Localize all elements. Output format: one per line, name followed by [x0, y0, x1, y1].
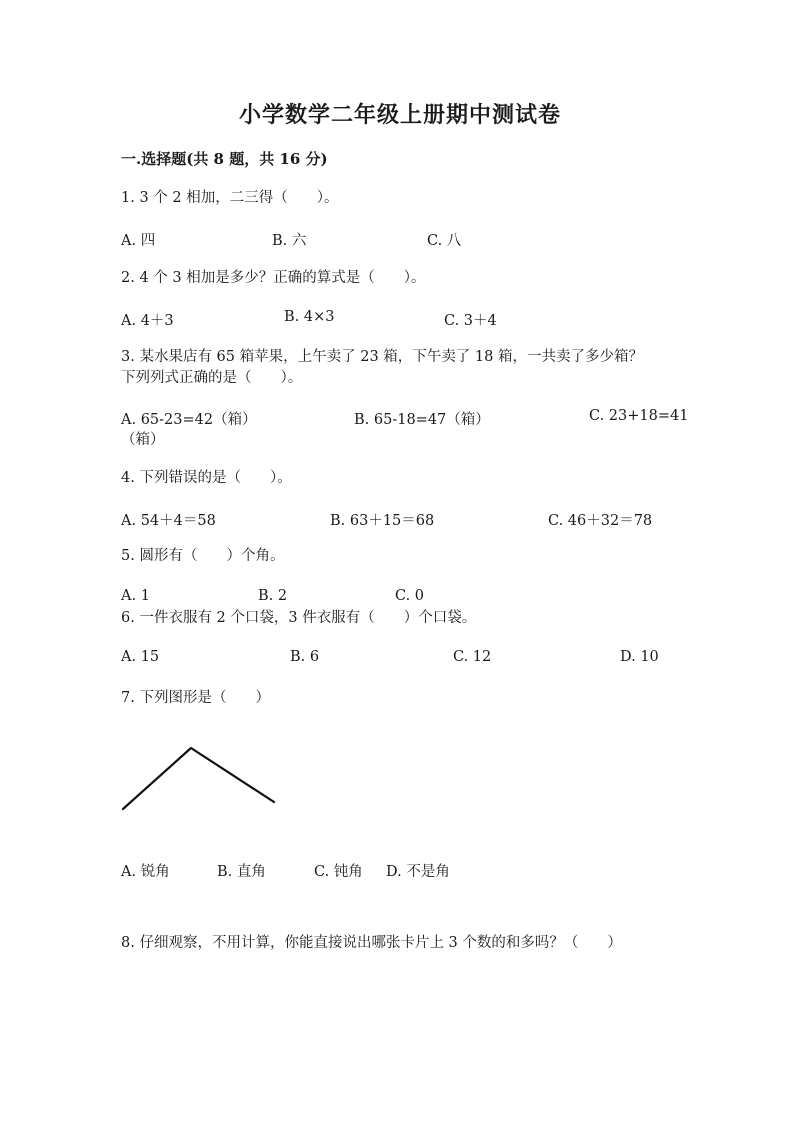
section-heading: 一.选择题(共 8 题，共 16 分) [121, 150, 328, 168]
q3-option-a[interactable]: A. 65-23=42（箱） [121, 412, 257, 428]
q7-option-a[interactable]: A. 锐角 [121, 864, 170, 880]
page-title: 小学数学二年级上册期中测试卷 [238, 102, 561, 128]
question-1: 1. 3 个 2 相加，二三得（ ）。 [121, 190, 339, 206]
question-3-line-2: 下列列式正确的是（ ）。 [121, 370, 303, 386]
q5-option-a[interactable]: A. 1 [121, 588, 150, 604]
q2-option-a[interactable]: A. 4＋3 [121, 313, 174, 329]
q3-option-c-wrap: （箱） [121, 432, 165, 448]
q5-option-c[interactable]: C. 0 [395, 588, 425, 604]
q7-option-d[interactable]: D. 不是角 [386, 864, 450, 880]
question-5: 5. 圆形有（ ）个角。 [121, 548, 285, 564]
q1-option-c[interactable]: C. 八 [427, 233, 462, 249]
q2-option-c[interactable]: C. 3＋4 [444, 313, 497, 329]
question-6: 6. 一件衣服有 2 个口袋，3 件衣服有（ ）个口袋。 [121, 610, 477, 626]
q3-option-c[interactable]: C. 23+18=41 [589, 408, 689, 424]
angle-figure [118, 740, 280, 816]
question-4: 4. 下列错误的是（ ）。 [121, 470, 292, 486]
q4-option-c[interactable]: C. 46＋32＝78 [548, 513, 653, 529]
question-7: 7. 下列图形是（ ） [121, 690, 270, 706]
q7-option-b[interactable]: B. 直角 [217, 864, 266, 880]
question-8: 8. 仔细观察，不用计算，你能直接说出哪张卡片上 3 个数的和多吗？（ ） [121, 935, 622, 951]
q1-option-b[interactable]: B. 六 [272, 233, 307, 249]
q2-option-b[interactable]: B. 4×3 [284, 309, 335, 325]
q5-option-b[interactable]: B. 2 [258, 588, 288, 604]
q4-option-a[interactable]: A. 54＋4＝58 [121, 513, 216, 529]
q6-option-c[interactable]: C. 12 [453, 649, 492, 665]
q6-option-b[interactable]: B. 6 [290, 649, 320, 665]
question-2: 2. 4 个 3 相加是多少？正确的算式是（ ）。 [121, 270, 426, 286]
q1-option-a[interactable]: A. 四 [121, 233, 156, 249]
q3-option-b[interactable]: B. 65-18=47（箱） [354, 412, 490, 428]
question-3: 3. 某水果店有 65 箱苹果，上午卖了 23 箱，下午卖了 18 箱，一共卖了多少箱？ [121, 349, 643, 365]
q4-option-b[interactable]: B. 63＋15＝68 [330, 513, 435, 529]
angle-lines [123, 748, 274, 809]
q6-option-d[interactable]: D. 10 [620, 649, 659, 665]
q6-option-a[interactable]: A. 15 [121, 649, 160, 665]
q7-option-c[interactable]: C. 钝角 [314, 864, 363, 880]
